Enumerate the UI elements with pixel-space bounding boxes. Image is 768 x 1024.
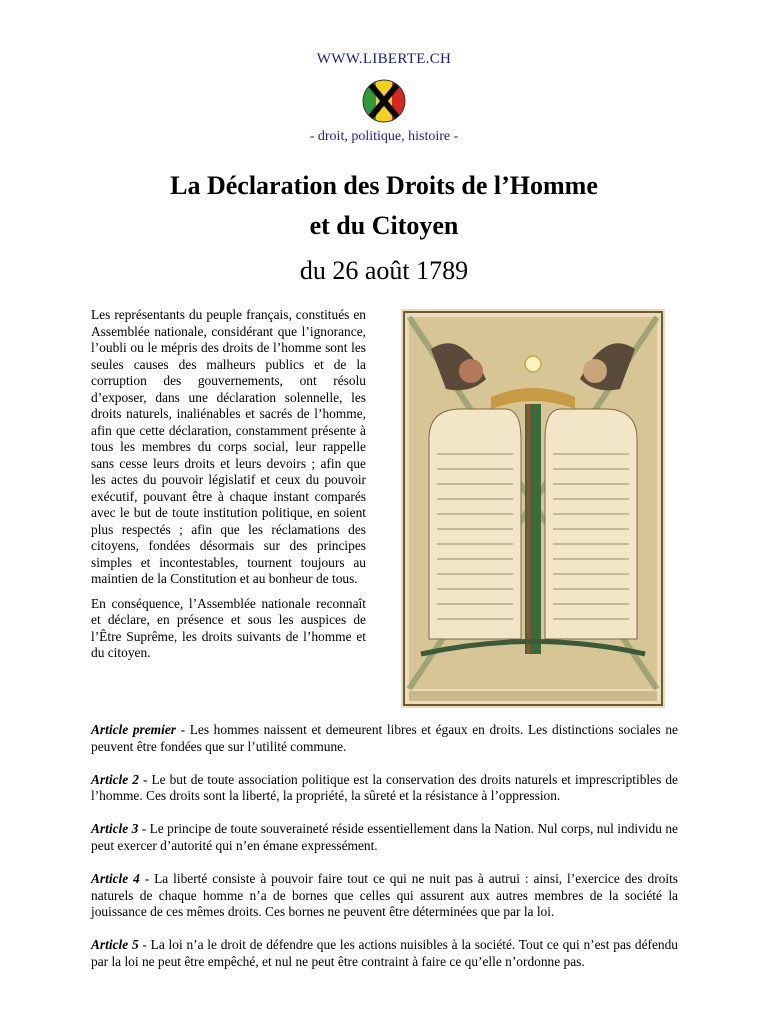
site-header	[0, 50, 768, 68]
article-item	[91, 722, 678, 756]
article-text: - Le but de toute association politique est la conservation des droits naturels et imprescriptibles de l’homme. Ces droits sont la liberté, la propriété, la sûreté et la résistance à l’oppression.	[91, 771, 678, 804]
site-url-link[interactable]: WWW.LIBERTE.CH	[316, 51, 452, 67]
title-line-2: et du Citoyen	[309, 211, 459, 240]
title-line-1: La Déclaration des Droits de l’Homme	[170, 171, 598, 200]
article-label: Article 2	[91, 771, 139, 787]
article-text: - La liberté consiste à pouvoir faire tout ce qui ne nuit pas à autrui : ainsi, l’exercice des droits naturels de chaque homme n’a de bornes que celles qui assurent aux autres membres de la société la jouissance de ces mêmes droits. Ces bornes ne peuvent être déterminées que par la loi.	[91, 870, 679, 920]
preamble-paragraph: En conséquence, l’Assemblée nationale reconnaît et déclare, en présence et sous les auspices de l’Être Suprême, les droits suivants de l’homme et du citoyen.	[91, 595, 366, 660]
preamble	[91, 307, 366, 670]
article-label: Article premier	[91, 722, 176, 737]
article-item	[91, 871, 678, 921]
article-label: Article 4	[91, 870, 140, 886]
article-item	[91, 937, 678, 971]
article-label: Article 3	[91, 821, 139, 837]
preamble-paragraph: Les représentants du peuple français, constitués en Assemblée nationale, considérant que l’ignorance, l’oubli ou le mépris des droits de l’homme sont les seules causes des malheurs publics et de la corruption des gouvernements, ont résolu d’exposer, dans une déclaration solennelle, les droits naturels, inaliénables et sacrés de l’homme, afin que cette déclaration, constamment présente à tous les membres du corps social, leur rappelle sans cesse leurs droits et leurs devoirs ; afin que les actes du pouvoir législatif et ceux du pouvoir exécutif, pouvant être à chaque instant comparés avec le but de toute institution politique, en soient plus respectés ; afin que les réclamations des citoyens, fondées désormais sur des principes simples et incontestables, tournent toujours au maintien de la Constitution et au bonheur de tous.	[91, 307, 366, 586]
article-text: - Les hommes naissent et demeurent libres et égaux en droits. Les distinctions sociales ne peuvent être fondées que sur l’utilité commune.	[91, 722, 678, 754]
site-tagline: - droit, politique, histoire -	[309, 129, 459, 144]
declaration-painting-image	[401, 309, 665, 708]
document-date: du 26 août 1789	[299, 256, 469, 285]
article-text: - Le principe de toute souveraineté réside essentiellement dans la Nation. Nul corps, nul individu ne peut exercer d’autorité qui n’en émane expressément.	[91, 821, 678, 853]
article-label: Article 5	[91, 937, 139, 953]
document-title	[0, 166, 768, 246]
articles-list	[91, 722, 678, 987]
article-item	[91, 772, 678, 806]
article-item	[91, 821, 678, 855]
liberte-logo-icon	[361, 78, 407, 124]
article-text: - La loi n’a le droit de défendre que les actions nuisibles à la société. Tout ce qui n’est pas défendu par la loi ne peut être empêché, et nul ne peut être contraint à faire ce qu’elle n’ordonne pas.	[91, 937, 679, 969]
